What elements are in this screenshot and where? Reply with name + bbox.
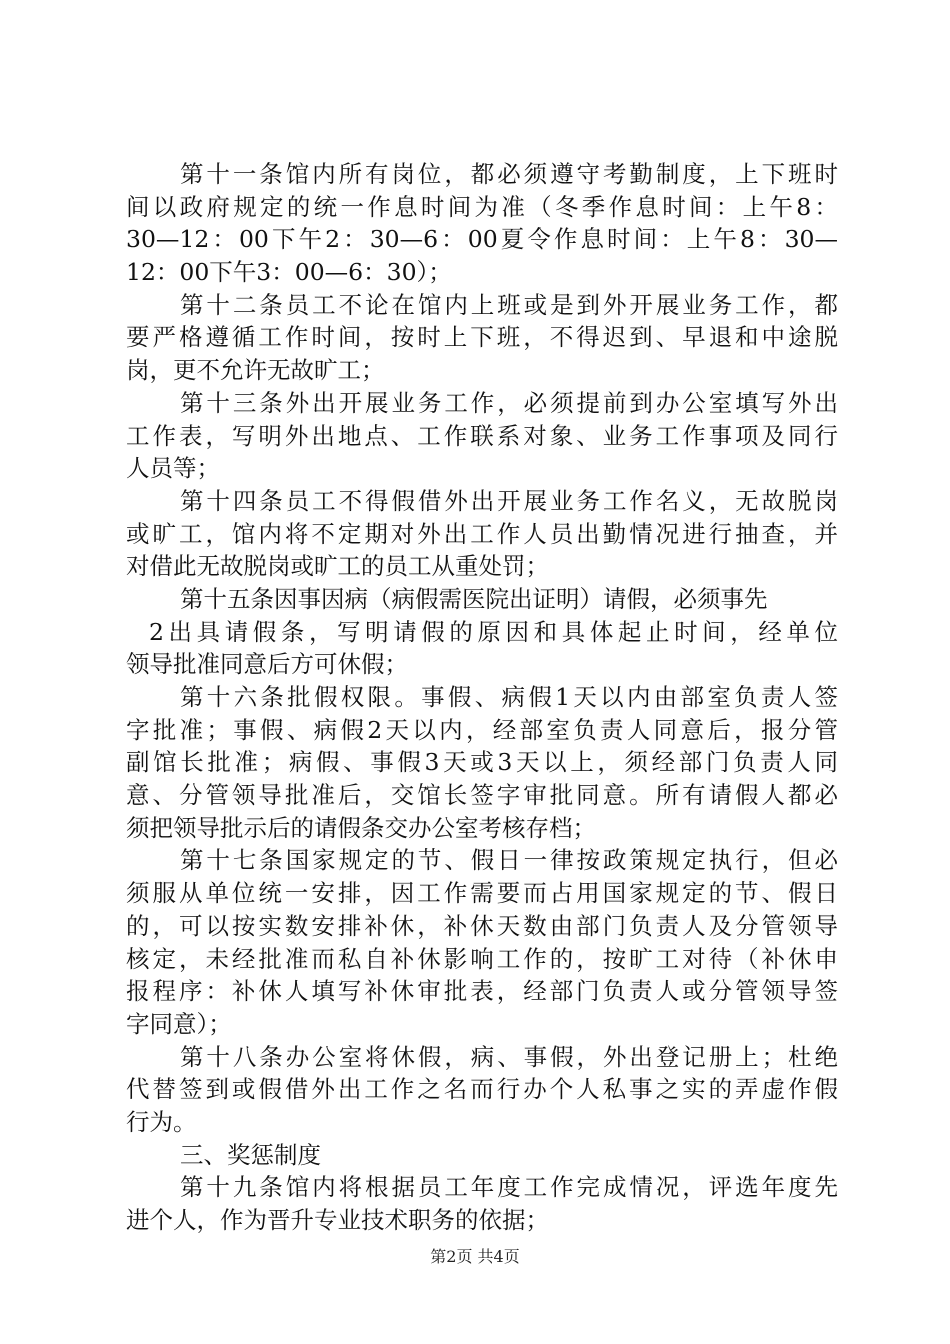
text-line: 要严格遵循工作时间，按时上下班，不得迟到、早退和中途脱: [126, 323, 838, 352]
text-line: 第十七条国家规定的节、假日一律按政策规定执行，但必: [180, 846, 838, 875]
text-line: 行为。: [126, 1107, 197, 1136]
text-line: 进个人，作为晋升专业技术职务的依据；: [126, 1206, 549, 1234]
text-line: 第十一条馆内所有岗位，都必须遵守考勤制度，上下班时: [180, 160, 838, 188]
text-line: 的，可以按实数安排补休，补休天数由部门负责人及分管领导: [126, 911, 838, 940]
text-line: 或旷工，馆内将不定期对外出工作人员出勤情况进行抽查，并: [126, 519, 838, 548]
text-line: 意、分管领导批准后，交馆长签字审批同意。所有请假人都必: [126, 781, 838, 810]
text-line: 字同意）；: [126, 1009, 232, 1038]
text-line: 工作表，写明外出地点、工作联系对象、业务工作事项及同行: [126, 421, 838, 450]
document-body: [126, 158, 838, 1237]
text-line: 代替签到或假借外出工作之名而行办个人私事之实的弄虚作假: [126, 1075, 838, 1104]
text-line: 2出具请假条，写明请假的原因和具体起止时间，经单位: [149, 617, 838, 646]
text-line: 须服从单位统一安排，因工作需要而占用国家规定的节、假日: [126, 879, 838, 908]
text-line: 须把领导批示后的请假条交办公室考核存档；: [126, 813, 596, 842]
text-line: 第十二条员工不论在馆内上班或是到外开展业务工作，都: [180, 290, 838, 319]
text-line: 第十九条馆内将根据员工年度工作完成情况，评选年度先: [180, 1173, 838, 1202]
text-line: 报程序：补休人填写补休审批表，经部门负责人或分管领导签: [126, 977, 838, 1006]
text-line: 人员等；: [126, 454, 220, 483]
text-line: 第十四条员工不得假借外出开展业务工作名义，无故脱岗: [180, 486, 838, 515]
text-line: 第十八条办公室将休假，病、事假，外出登记册上；杜绝: [180, 1042, 838, 1071]
page-footer: 第2页 共4页: [430, 1247, 520, 1266]
text-line: 字批准；事假、病假2天以内，经部室负责人同意后，报分管: [126, 715, 838, 744]
text-line: 领导批准同意后方可休假；: [126, 650, 408, 679]
text-line: 对借此无故脱岗或旷工的员工从重处罚；: [126, 552, 549, 581]
text-line: 第十三条外出开展业务工作，必须提前到办公室填写外出: [180, 388, 838, 417]
text-line: 核定，未经批准而私自补休影响工作的，按旷工对待（补休申: [126, 944, 838, 973]
text-line: 第十六条批假权限。事假、病假1天以内由部室负责人签: [180, 683, 838, 711]
section-heading: 三、奖惩制度: [180, 1140, 321, 1169]
text-line: 副馆长批准；病假、事假3天或3天以上，须经部门负责人同: [126, 748, 838, 777]
text-line: 12：00下午3：00—6：30）；: [126, 258, 452, 287]
text-line: 第十五条因事因病（病假需医院出证明）请假，必须事先: [180, 584, 768, 613]
text-line: 30—12：00下午2：30—6：00夏令作息时间：上午8：30—: [126, 225, 838, 254]
text-line: 岗，更不允许无故旷工；: [126, 356, 385, 385]
text-line: 间以政府规定的统一作息时间为准（冬季作息时间：上午8：: [126, 192, 838, 221]
